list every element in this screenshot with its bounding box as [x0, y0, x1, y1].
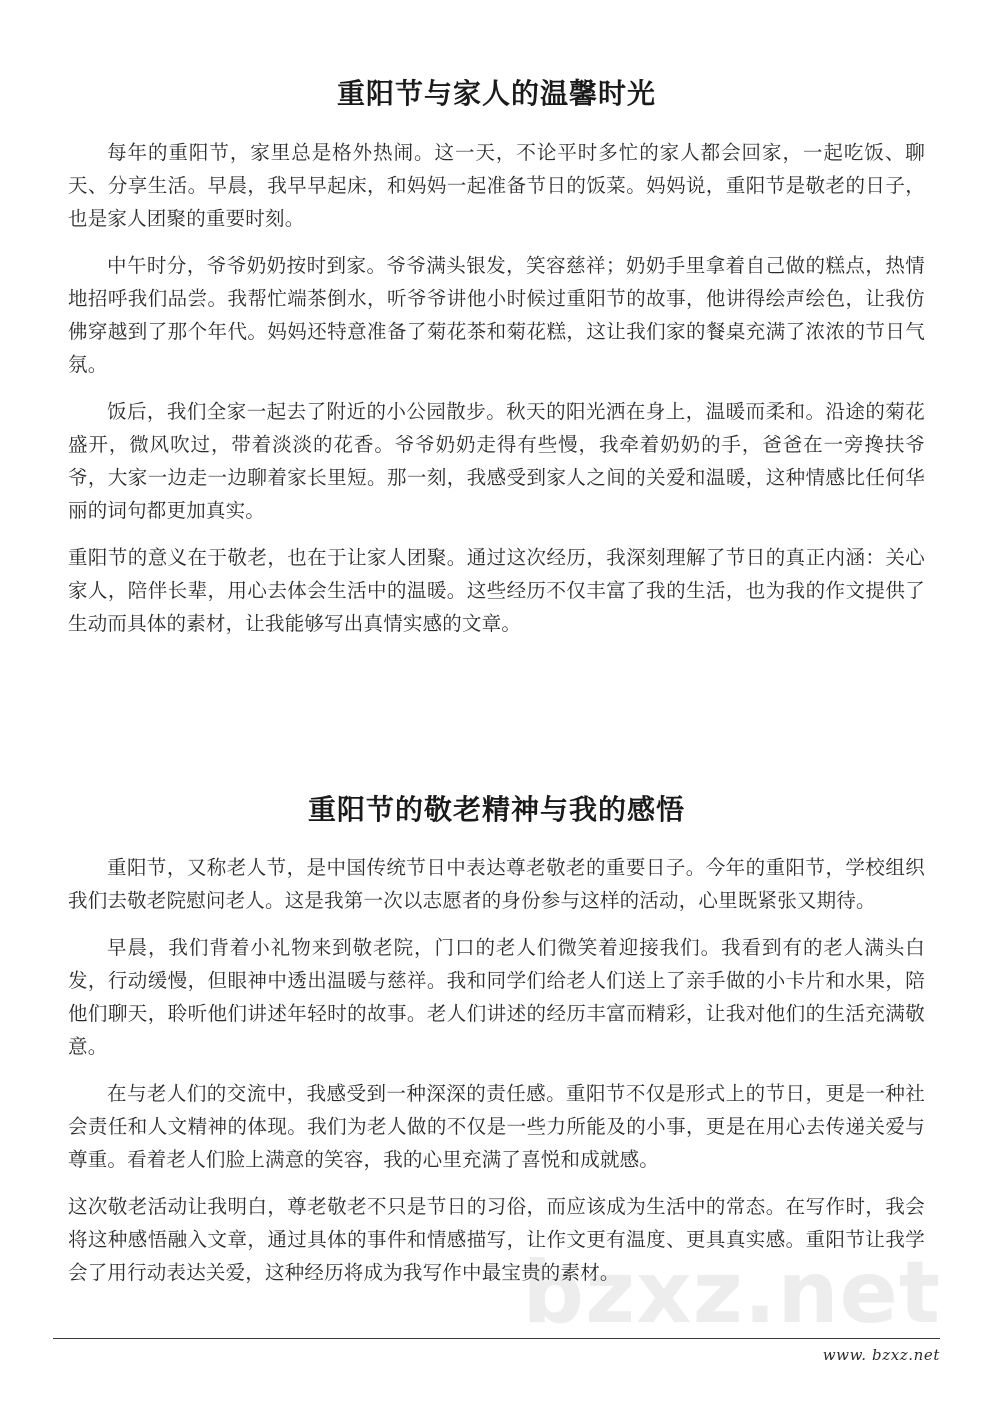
- section-divider-space: [68, 640, 925, 726]
- watermark-text: bzxz.net: [522, 1243, 941, 1343]
- page-footer: [53, 1338, 940, 1364]
- footer-divider: [53, 1338, 940, 1339]
- footer-url: www. bzxz.net: [822, 1346, 940, 1364]
- section-1-title: 重阳节与家人的温馨时光: [336, 77, 656, 110]
- section-1-body: [68, 136, 925, 640]
- section-2-body: [68, 851, 925, 1289]
- section-2-paragraph-4: 这次敬老活动让我明白，尊老敬老不只是节日的习俗，而应该成为生活中的常态。在写作时，我会将这种感悟融入文章，通过具体的事件和情感描写，让作文更有温度、更具真实感。重阳节让我学会了用行动表达关爱，这种经历将成为我写作中最宝贵的素材。: [68, 1194, 925, 1284]
- section-2-paragraph-2: 早晨，我们背着小礼物来到敬老院，门口的老人们微笑着迎接我们。我看到有的老人满头白发，行动缓慢，但眼神中透出温暖与慈祥。我和同学们给老人们送上了亲手做的小卡片和水果，陪他们聊天，聆听他们讲述年轻时的故事。老人们讲述的经历丰富而精彩，让我对他们的生活充满敬意。: [68, 935, 925, 1058]
- section-1-paragraph-4: 重阳节的意义在于敬老，也在于让家人团聚。通过这次经历，我深刻理解了节日的真正内涵：关心家人，陪伴长辈，用心去体会生活中的温暖。这些经历不仅丰富了我的生活，也为我的作文提供了生动而具体的素材，让我能够写出真情实感的文章。: [68, 546, 925, 636]
- section-1-paragraph-1: 每年的重阳节，家里总是格外热闹。这一天，不论平时多忙的家人都会回家，一起吃饭、聊天、分享生活。早晨，我早早起床，和妈妈一起准备节日的饭菜。妈妈说，重阳节是敬老的日子，也是家人团聚的重要时刻。: [68, 141, 925, 231]
- document-section-1: [68, 0, 925, 640]
- section-2-paragraph-1: 重阳节，又称老人节，是中国传统节日中表达尊老敬老的重要日子。今年的重阳节，学校组织我们去敬老院慰问老人。这是我第一次以志愿者的身份参与这样的活动，心里既紧张又期待。: [68, 855, 925, 912]
- section-2-paragraph-3: 在与老人们的交流中，我感受到一种深深的责任感。重阳节不仅是形式上的节日，更是一种社会责任和人文精神的体现。我们为老人做的不仅是一些力所能及的小事，更是在用心去传递关爱与尊重。看着老人们脸上满意的笑容，我的心里充满了喜悦和成就感。: [68, 1081, 925, 1171]
- document-section-2: [68, 726, 925, 1288]
- section-2-title: 重阳节的敬老精神与我的感悟: [307, 793, 685, 827]
- section-1-paragraph-3: 饭后，我们全家一起去了附近的小公园散步。秋天的阳光洒在身上，温暖而柔和。沿途的菊花盛开，微风吹过，带着淡淡的花香。爷爷奶奶走得有些慢，我牵着奶奶的手，爸爸在一旁搀扶爷爷，大家一边走一边聊着家长里短。那一刻，我感受到家人之间的关爱和温暖，这种情感比任何华丽的词句都更加真实。: [68, 400, 925, 523]
- section-1-paragraph-2: 中午时分，爷爷奶奶按时到家。爷爷满头银发，笑容慈祥；奶奶手里拿着自己做的糕点，热情地招呼我们品尝。我帮忙端茶倒水，听爷爷讲他小时候过重阳节的故事，他讲得绘声绘色，让我仿佛穿越到了那个年代。妈妈还特意准备了菊花茶和菊花糕，这让我们家的餐桌充满了浓浓的节日气氛。: [68, 254, 925, 377]
